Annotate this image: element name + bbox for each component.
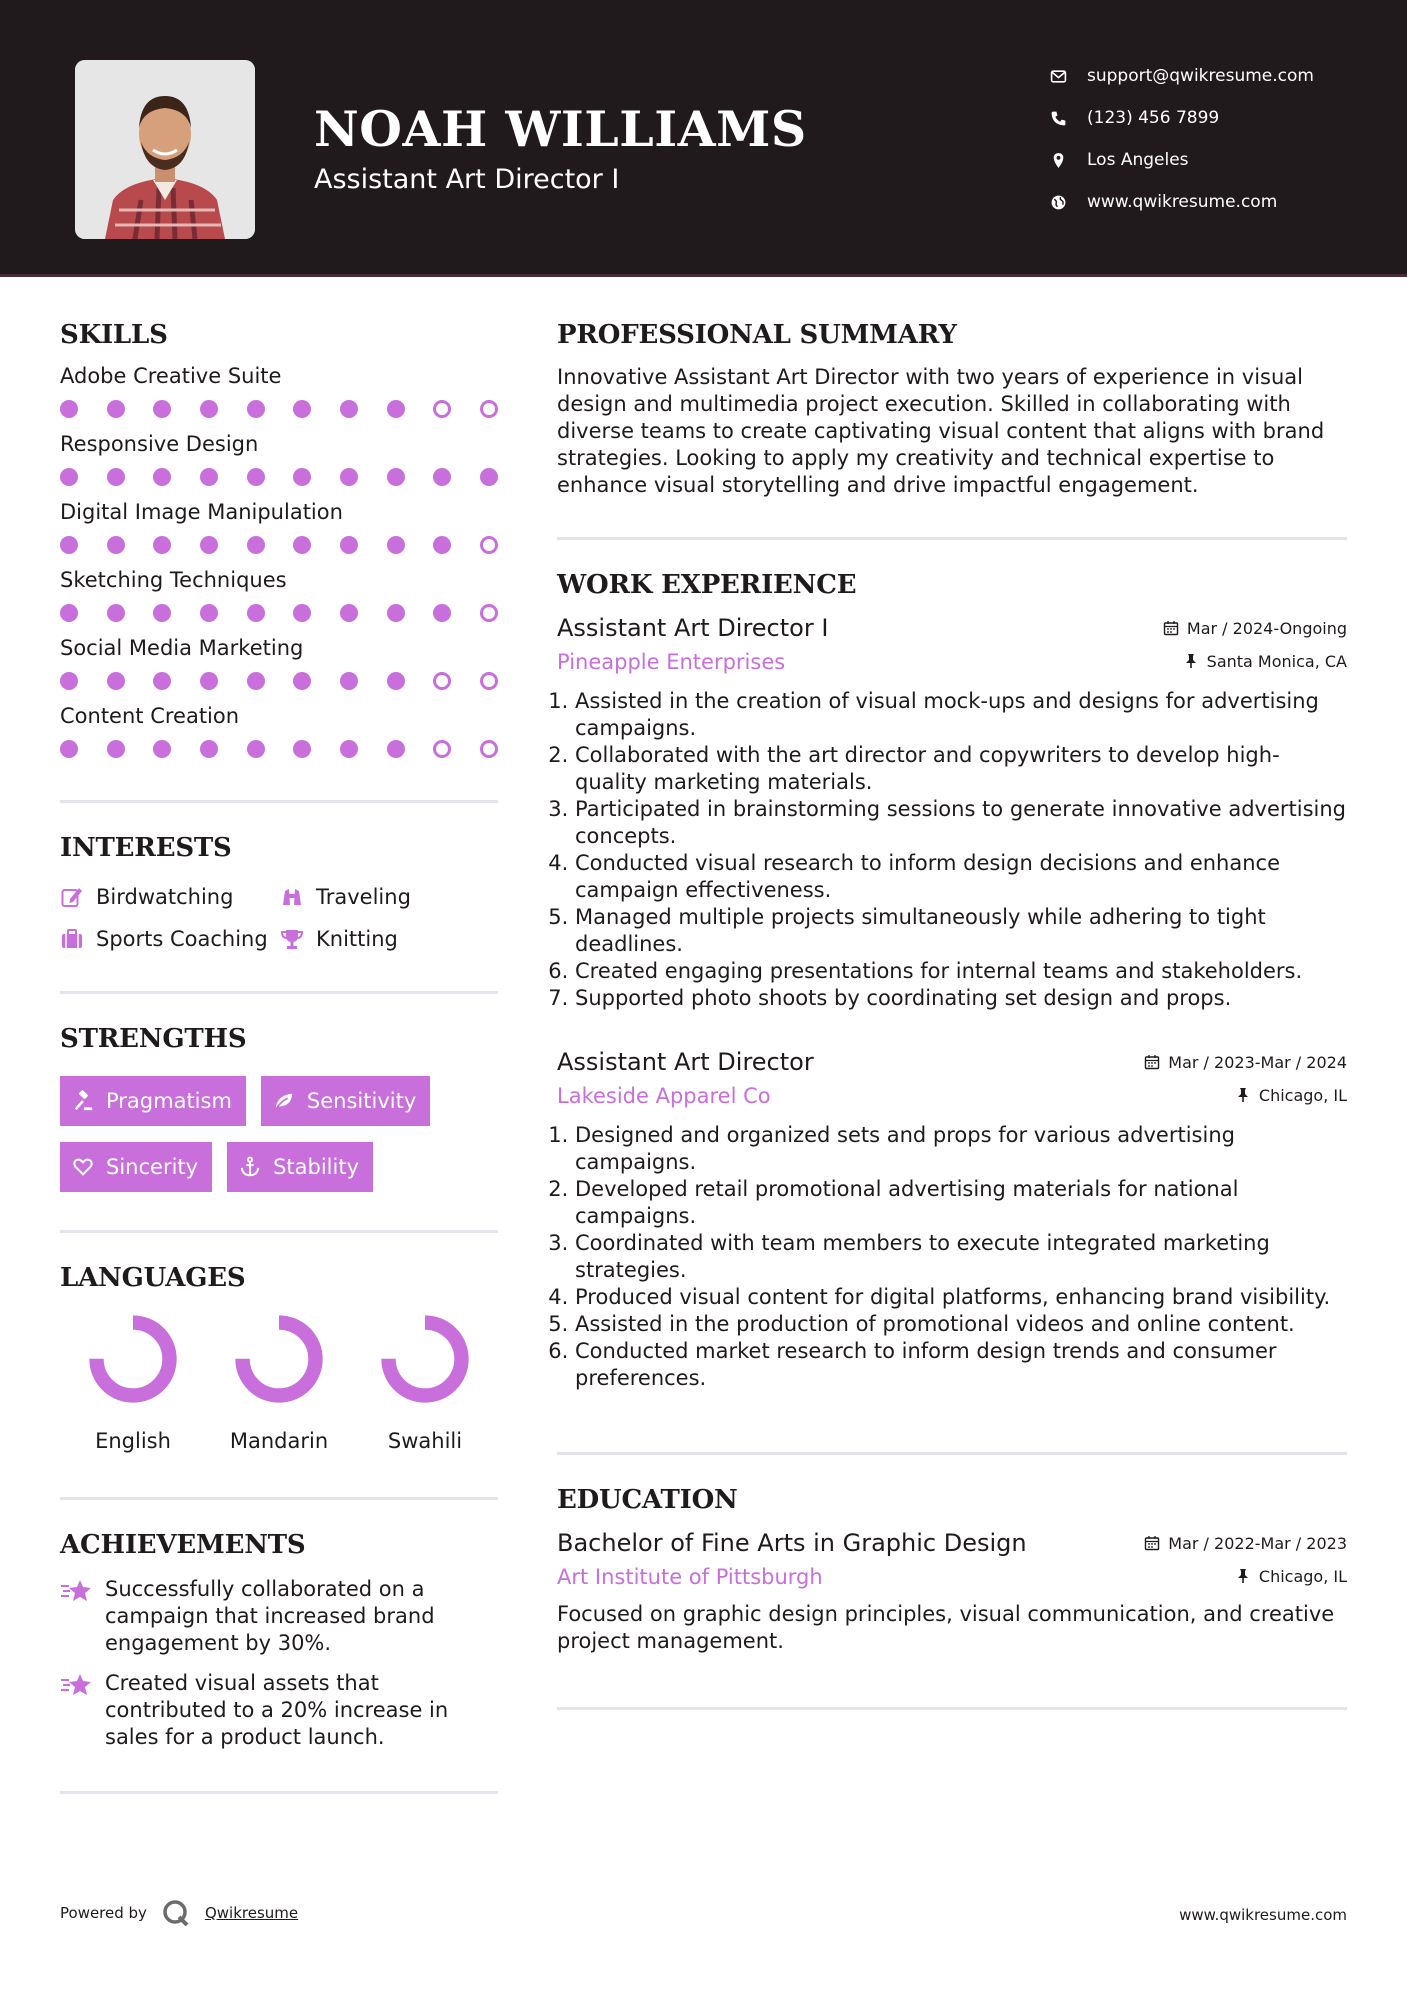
rating-dot-filled (293, 468, 311, 486)
duty-item: 2. Collaborated with the art director and copywriters to develop high-quality marketing materials. (575, 742, 1347, 796)
rating-dot-filled (247, 400, 265, 418)
interest-label: Traveling (316, 885, 411, 909)
rating-dot-filled (293, 400, 311, 418)
education-date (1144, 1534, 1347, 1553)
qwikresume-logo-icon (161, 1898, 191, 1928)
qwikresume-link[interactable]: Qwikresume (204, 1904, 299, 1922)
job-duties (557, 688, 1347, 1012)
job-company: Pineapple Enterprises (557, 650, 786, 674)
pushpin-icon (1235, 1568, 1251, 1584)
pushpin-icon (1183, 653, 1199, 669)
calendar-icon (1144, 1054, 1160, 1070)
skill-name: Adobe Creative Suite (60, 364, 282, 388)
education-title: EDUCATION (557, 1485, 738, 1515)
skill-rating (60, 400, 498, 418)
heart-icon (72, 1156, 106, 1178)
rating-dot-filled (340, 740, 358, 758)
education-description: Focused on graphic design principles, visual communication, and creative project management. (557, 1602, 1335, 1653)
section-divider (60, 991, 498, 994)
education-section (557, 1485, 1347, 1655)
experience-title: WORK EXPERIENCE (557, 570, 857, 600)
rating-dot-empty (433, 400, 451, 418)
achievements-section (60, 1530, 498, 1751)
summary-text: Innovative Assistant Art Director with two years of experience in visual design and multimedia project execution. Skilled in collaborating with diverse teams to create captivating visual content that aligns with brand strategies. Looking to apply my creativity and technical expertise to enhance visual storytelling and drive impactful engagement. (557, 365, 1325, 497)
language-level-arc (243, 1323, 316, 1396)
rating-dot-filled (340, 400, 358, 418)
rating-dot-filled (107, 536, 125, 554)
contact-email-text: support@qwikresume.com (1087, 66, 1314, 86)
left-column (60, 320, 498, 1794)
profile-photo (75, 60, 255, 239)
rating-dot-filled (387, 400, 405, 418)
rating-dot-filled (293, 604, 311, 622)
edit-icon (60, 885, 96, 909)
rating-dot-filled (200, 536, 218, 554)
job-title: Assistant Art Director (557, 1048, 814, 1076)
job-date (1163, 619, 1347, 638)
rating-dot-filled (107, 604, 125, 622)
education-header (557, 1529, 1347, 1557)
rating-dot-filled (387, 468, 405, 486)
achievements-title: ACHIEVEMENTS (60, 1530, 306, 1560)
education-degree: Bachelor of Fine Arts in Graphic Design (557, 1529, 1027, 1557)
duty-item: 4. Conducted visual research to inform design decisions and enhance campaign effectiveness. (575, 850, 1347, 904)
rating-dot-filled (153, 468, 171, 486)
job-subheader (557, 1084, 1347, 1108)
anchor-icon (239, 1156, 273, 1178)
language-level-ring (377, 1311, 473, 1407)
language-item (60, 1311, 206, 1453)
rating-dot-filled (340, 536, 358, 554)
candidate-role: Assistant Art Director I (314, 164, 620, 195)
interest-item (60, 885, 280, 909)
job-entry (557, 614, 1347, 1012)
rating-dot-filled (153, 536, 171, 554)
footer-url[interactable]: www.qwikresume.com (1179, 1906, 1347, 1924)
star-icon (60, 1576, 105, 1657)
duty-item: 1. Designed and organized sets and props for various advertising campaigns. (575, 1122, 1347, 1176)
skill-rating (60, 740, 498, 758)
job-date-text: Mar / 2023-Mar / 2024 (1168, 1052, 1347, 1072)
strength-tag (261, 1076, 430, 1126)
section-divider (557, 537, 1347, 540)
duty-item: 4. Produced visual content for digital platforms, enhancing brand visibility. (575, 1284, 1347, 1311)
job-header (557, 1048, 1347, 1076)
experience-section (557, 570, 1347, 1392)
strength-label: Stability (273, 1155, 360, 1179)
rating-dot-empty (480, 672, 498, 690)
section-divider (60, 1230, 498, 1233)
section-divider (60, 1791, 498, 1794)
section-divider (557, 1452, 1347, 1455)
rating-dot-filled (200, 468, 218, 486)
rating-dot-filled (107, 468, 125, 486)
rating-dot-filled (340, 604, 358, 622)
skill-rating (60, 672, 498, 690)
rating-dot-filled (60, 468, 78, 486)
rating-dot-empty (480, 400, 498, 418)
duty-item: 3. Coordinated with team members to execute integrated marketing strategies. (575, 1230, 1347, 1284)
languages-list (60, 1311, 498, 1453)
education-location-text: Chicago, IL (1258, 1566, 1347, 1586)
education-date-text: Mar / 2022-Mar / 2023 (1168, 1533, 1347, 1553)
rating-dot-filled (60, 400, 78, 418)
language-level-arc (97, 1323, 170, 1396)
section-divider (60, 1497, 498, 1500)
languages-section (60, 1263, 498, 1453)
strengths-section (60, 1024, 498, 1192)
job-location (1183, 652, 1347, 671)
footer-branding (60, 1898, 298, 1928)
contact-email[interactable] (1050, 55, 1390, 97)
rating-dot-filled (247, 468, 265, 486)
rating-dot-filled (153, 740, 171, 758)
suitcase-icon (60, 927, 96, 951)
rating-dot-filled (107, 400, 125, 418)
education-subheader (557, 1565, 1347, 1589)
achievement-item (60, 1576, 498, 1657)
rating-dot-filled (480, 468, 498, 486)
skill-name: Digital Image Manipulation (60, 500, 343, 524)
rating-dot-filled (107, 740, 125, 758)
rating-dot-filled (153, 672, 171, 690)
duty-item: 2. Developed retail promotional advertising materials for national campaigns. (575, 1176, 1347, 1230)
skill-name: Content Creation (60, 704, 240, 728)
strength-label: Sincerity (106, 1155, 199, 1179)
rating-dot-filled (340, 672, 358, 690)
strength-label: Pragmatism (106, 1089, 232, 1113)
rating-dot-filled (60, 536, 78, 554)
interest-label: Birdwatching (96, 885, 234, 909)
rating-dot-filled (200, 740, 218, 758)
skill-rating (60, 468, 498, 486)
job-date-text: Mar / 2024-Ongoing (1186, 618, 1347, 638)
job-location-text: Chicago, IL (1258, 1085, 1347, 1105)
phone-icon (1050, 110, 1087, 127)
skill-name: Responsive Design (60, 432, 259, 456)
globe-icon (1050, 194, 1087, 211)
job-company: Lakeside Apparel Co (557, 1084, 771, 1108)
rating-dot-filled (387, 604, 405, 622)
summary-title: PROFESSIONAL SUMMARY (557, 320, 957, 350)
rating-dot-filled (387, 740, 405, 758)
duty-item: 6. Created engaging presentations for internal teams and stakeholders. (575, 958, 1347, 985)
rating-dot-filled (153, 604, 171, 622)
right-column (557, 320, 1347, 1710)
skill-name: Social Media Marketing (60, 636, 304, 660)
pushpin-icon (1235, 1087, 1251, 1103)
resume-header (0, 0, 1407, 277)
interests-section (60, 833, 498, 951)
strength-tag (60, 1076, 246, 1126)
candidate-name: NOAH WILLIAMS (314, 100, 807, 158)
duty-item: 5. Assisted in the production of promotional videos and online content. (575, 1311, 1347, 1338)
contact-phone[interactable] (1050, 97, 1390, 139)
job-entry (557, 1048, 1347, 1392)
interest-label: Sports Coaching (96, 927, 268, 951)
section-divider (557, 1707, 1347, 1710)
interest-item (280, 885, 500, 909)
contact-location-text: Los Angeles (1087, 150, 1189, 170)
skills-section (60, 320, 498, 758)
rating-dot-filled (107, 672, 125, 690)
job-subheader (557, 650, 1347, 674)
rating-dot-filled (387, 672, 405, 690)
powered-by-text: Powered by (60, 1904, 147, 1922)
envelope-icon (1050, 68, 1087, 85)
language-level-ring (231, 1311, 327, 1407)
duty-item: 6. Conducted market research to inform design trends and consumer preferences. (575, 1338, 1347, 1392)
strengths-title: STRENGTHS (60, 1024, 247, 1054)
language-name: Mandarin (229, 1429, 329, 1453)
job-date (1144, 1053, 1347, 1072)
language-item (206, 1311, 352, 1453)
strength-label: Sensitivity (306, 1089, 417, 1113)
rating-dot-filled (293, 740, 311, 758)
rating-dot-filled (60, 604, 78, 622)
rating-dot-filled (153, 400, 171, 418)
contact-list (1050, 55, 1390, 223)
rating-dot-filled (200, 604, 218, 622)
trophy-icon (280, 927, 316, 951)
skill-rating (60, 604, 498, 622)
achievement-item (60, 1670, 498, 1751)
languages-title: LANGUAGES (60, 1263, 246, 1293)
interests-list (60, 885, 498, 951)
strengths-list (60, 1076, 480, 1192)
language-level-arc (389, 1323, 462, 1396)
interest-label: Knitting (316, 927, 398, 951)
duty-item: 5. Managed multiple projects simultaneously while adhering to tight deadlines. (575, 904, 1347, 958)
rating-dot-filled (293, 672, 311, 690)
rating-dot-filled (200, 400, 218, 418)
skills-list (60, 364, 498, 758)
summary-section (557, 320, 1347, 499)
education-school: Art Institute of Pittsburgh (557, 1565, 823, 1589)
rating-dot-filled (433, 604, 451, 622)
calendar-icon (1163, 620, 1179, 636)
interest-item (280, 927, 500, 951)
strength-tag (60, 1142, 212, 1192)
rating-dot-empty (433, 740, 451, 758)
rating-dot-filled (247, 740, 265, 758)
job-header (557, 614, 1347, 642)
education-location (1235, 1567, 1347, 1586)
calendar-icon (1144, 1535, 1160, 1551)
rating-dot-filled (60, 672, 78, 690)
interest-item (60, 927, 280, 951)
star-icon (60, 1670, 105, 1751)
rating-dot-empty (480, 536, 498, 554)
rating-dot-filled (60, 740, 78, 758)
rating-dot-empty (480, 740, 498, 758)
job-title: Assistant Art Director I (557, 614, 829, 642)
job-duties (557, 1122, 1347, 1392)
language-level-ring (85, 1311, 181, 1407)
interests-title: INTERESTS (60, 833, 232, 863)
contact-website[interactable] (1050, 181, 1390, 223)
rating-dot-empty (433, 672, 451, 690)
rating-dot-filled (387, 536, 405, 554)
section-divider (60, 800, 498, 803)
rating-dot-filled (247, 672, 265, 690)
language-name: Swahili (387, 1429, 463, 1453)
achievement-text: Successfully collaborated on a campaign that increased brand engagement by 30%. (105, 1577, 435, 1655)
rating-dot-filled (340, 468, 358, 486)
duty-item: 3. Participated in brainstorming sessions to generate innovative advertising concepts. (575, 796, 1347, 850)
achievement-text: Created visual assets that contributed to a 20% increase in sales for a product launch. (105, 1671, 449, 1749)
binoculars-icon (280, 885, 316, 909)
job-location-text: Santa Monica, CA (1206, 651, 1347, 671)
gavel-icon (72, 1090, 106, 1112)
skill-rating (60, 536, 498, 554)
rating-dot-empty (480, 604, 498, 622)
leaf-icon (273, 1090, 307, 1112)
contact-website-text: www.qwikresume.com (1087, 192, 1278, 212)
rating-dot-filled (247, 604, 265, 622)
rating-dot-filled (247, 536, 265, 554)
rating-dot-filled (293, 536, 311, 554)
rating-dot-filled (200, 672, 218, 690)
rating-dot-filled (433, 468, 451, 486)
skill-name: Sketching Techniques (60, 568, 287, 592)
contact-location (1050, 139, 1390, 181)
skills-title: SKILLS (60, 320, 168, 350)
job-location (1235, 1086, 1347, 1105)
duty-item: 1. Assisted in the creation of visual mock-ups and designs for advertising campaigns. (575, 688, 1347, 742)
contact-phone-text: (123) 456 7899 (1087, 108, 1220, 128)
rating-dot-filled (433, 536, 451, 554)
language-name: English (95, 1429, 171, 1453)
map-pin-icon (1050, 152, 1087, 169)
strength-tag (227, 1142, 373, 1192)
duty-item: 7. Supported photo shoots by coordinating set design and props. (575, 985, 1347, 1012)
language-item (352, 1311, 498, 1453)
